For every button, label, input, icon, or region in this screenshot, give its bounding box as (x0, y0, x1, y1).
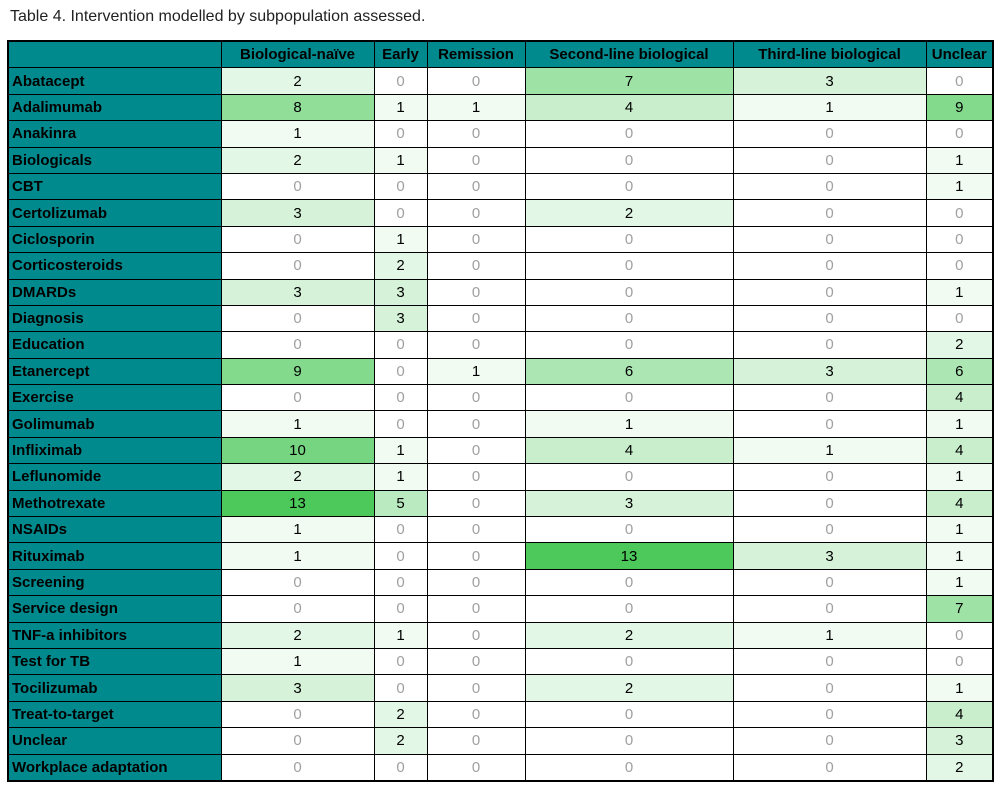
row-label: Exercise (8, 385, 221, 411)
row-label: NSAIDs (8, 517, 221, 543)
column-header: Early (374, 41, 427, 68)
table-cell: 3 (733, 543, 926, 569)
table-cell: 0 (427, 385, 525, 411)
table-cell: 0 (427, 68, 525, 94)
table-cell: 0 (427, 622, 525, 648)
intervention-table (7, 40, 994, 782)
table-row (8, 68, 993, 94)
table-cell: 2 (221, 622, 374, 648)
table-cell: 2 (221, 147, 374, 173)
table-cell: 1 (221, 543, 374, 569)
table-cell: 0 (926, 68, 993, 94)
row-label: Rituximab (8, 543, 221, 569)
row-label: Abatacept (8, 68, 221, 94)
table-row (8, 675, 993, 701)
table-cell: 0 (427, 648, 525, 674)
table-cell: 1 (374, 226, 427, 252)
table-cell: 1 (733, 437, 926, 463)
row-label: Ciclosporin (8, 226, 221, 252)
table-cell: 1 (926, 569, 993, 595)
table-cell: 0 (926, 200, 993, 226)
column-header: Remission (427, 41, 525, 68)
table-cell: 0 (427, 701, 525, 727)
table-cell: 0 (221, 253, 374, 279)
table-cell: 0 (427, 569, 525, 595)
table-cell: 1 (221, 411, 374, 437)
table-cell: 3 (374, 279, 427, 305)
table-cell: 0 (926, 648, 993, 674)
table-cell: 3 (733, 68, 926, 94)
table-cell: 0 (427, 305, 525, 331)
row-label: DMARDs (8, 279, 221, 305)
table-cell: 0 (733, 173, 926, 199)
table-cell: 0 (221, 305, 374, 331)
table-cell: 0 (525, 385, 733, 411)
table-cell: 0 (525, 728, 733, 754)
row-label: Tocilizumab (8, 675, 221, 701)
table-cell: 0 (427, 728, 525, 754)
table-cell: 0 (427, 226, 525, 252)
table-cell: 0 (525, 569, 733, 595)
table-cell: 0 (221, 226, 374, 252)
row-label: Infliximab (8, 437, 221, 463)
table-cell: 0 (733, 121, 926, 147)
table-cell: 0 (733, 596, 926, 622)
table-body (8, 68, 993, 781)
row-label: Treat-to-target (8, 701, 221, 727)
table-cell: 0 (427, 279, 525, 305)
table-cell: 0 (733, 517, 926, 543)
row-label: Golimumab (8, 411, 221, 437)
table-row (8, 517, 993, 543)
table-cell: 0 (374, 596, 427, 622)
table-cell: 1 (374, 437, 427, 463)
table-cell: 0 (733, 728, 926, 754)
table-row (8, 305, 993, 331)
table-cell: 2 (221, 68, 374, 94)
row-label: Etanercept (8, 358, 221, 384)
table-cell: 4 (926, 490, 993, 516)
table-cell: 0 (525, 253, 733, 279)
row-label: Education (8, 332, 221, 358)
table-cell: 0 (427, 543, 525, 569)
table-cell: 4 (926, 437, 993, 463)
column-header: Third-line biological (733, 41, 926, 68)
table-cell: 1 (374, 94, 427, 120)
table-cell: 1 (926, 543, 993, 569)
table-cell: 0 (733, 226, 926, 252)
table-cell: 0 (374, 68, 427, 94)
table-cell: 0 (427, 596, 525, 622)
table-cell: 0 (733, 253, 926, 279)
table-cell: 0 (427, 411, 525, 437)
table-cell: 0 (374, 754, 427, 781)
table-cell: 0 (427, 437, 525, 463)
table-cell: 1 (926, 464, 993, 490)
row-label: Methotrexate (8, 490, 221, 516)
table-cell: 2 (525, 622, 733, 648)
table-row (8, 701, 993, 727)
table-cell: 1 (374, 147, 427, 173)
table-cell: 0 (525, 701, 733, 727)
table-row (8, 147, 993, 173)
table-cell: 0 (926, 305, 993, 331)
row-label: Biologicals (8, 147, 221, 173)
table-cell: 0 (525, 305, 733, 331)
table-row (8, 385, 993, 411)
table-cell: 3 (926, 728, 993, 754)
table-cell: 3 (374, 305, 427, 331)
table-row (8, 543, 993, 569)
column-header: Biological-naïve (221, 41, 374, 68)
table-cell: 0 (374, 385, 427, 411)
table-cell: 0 (427, 517, 525, 543)
table-row (8, 226, 993, 252)
table-cell: 0 (733, 305, 926, 331)
table-row (8, 569, 993, 595)
table-cell: 0 (926, 121, 993, 147)
table-cell: 0 (525, 517, 733, 543)
table-cell: 9 (221, 358, 374, 384)
table-cell: 4 (926, 701, 993, 727)
table-cell: 1 (427, 358, 525, 384)
table-cell: 0 (926, 253, 993, 279)
table-row (8, 200, 993, 226)
table-cell: 3 (733, 358, 926, 384)
table-cell: 3 (221, 675, 374, 701)
table-cell: 2 (374, 701, 427, 727)
row-label: Test for TB (8, 648, 221, 674)
table-cell: 9 (926, 94, 993, 120)
table-cell: 0 (221, 701, 374, 727)
table-cell: 0 (221, 332, 374, 358)
table-row (8, 358, 993, 384)
table-cell: 0 (427, 490, 525, 516)
table-cell: 0 (427, 200, 525, 226)
table-cell: 0 (221, 569, 374, 595)
table-cell: 1 (221, 121, 374, 147)
table-cell: 4 (926, 385, 993, 411)
table-cell: 0 (427, 754, 525, 781)
table-row (8, 754, 993, 781)
table-cell: 4 (525, 437, 733, 463)
table-row (8, 94, 993, 120)
table-cell: 0 (525, 147, 733, 173)
table-cell: 0 (733, 569, 926, 595)
table-cell: 2 (525, 675, 733, 701)
table-cell: 0 (374, 648, 427, 674)
table-cell: 2 (525, 200, 733, 226)
table-cell: 0 (221, 596, 374, 622)
table-cell: 2 (221, 464, 374, 490)
table-row (8, 279, 993, 305)
table-cell: 0 (427, 121, 525, 147)
table-row (8, 490, 993, 516)
table-cell: 1 (926, 411, 993, 437)
table-cell: 8 (221, 94, 374, 120)
row-label: Workplace adaptation (8, 754, 221, 781)
column-header: Unclear (926, 41, 993, 68)
table-cell: 3 (221, 200, 374, 226)
row-label: CBT (8, 173, 221, 199)
table-row (8, 622, 993, 648)
table-cell: 0 (733, 200, 926, 226)
row-label: Unclear (8, 728, 221, 754)
table-cell: 0 (221, 385, 374, 411)
table-cell: 0 (733, 385, 926, 411)
table-cell: 3 (525, 490, 733, 516)
table-cell: 1 (427, 94, 525, 120)
table-row (8, 411, 993, 437)
table-cell: 5 (374, 490, 427, 516)
table-cell: 1 (926, 517, 993, 543)
header-row (8, 41, 993, 68)
table-row (8, 121, 993, 147)
table-row (8, 648, 993, 674)
table-cell: 0 (733, 701, 926, 727)
table-cell: 7 (525, 68, 733, 94)
table-cell: 0 (221, 173, 374, 199)
table-cell: 6 (926, 358, 993, 384)
table-cell: 0 (374, 517, 427, 543)
table-cell: 0 (733, 279, 926, 305)
row-label: Leflunomide (8, 464, 221, 490)
table-caption: Table 4. Intervention modelled by subpopulation assessed. (10, 8, 426, 25)
row-label: Corticosteroids (8, 253, 221, 279)
table-cell: 0 (733, 490, 926, 516)
table-cell: 1 (221, 517, 374, 543)
table-row (8, 464, 993, 490)
table-cell: 0 (374, 332, 427, 358)
table-cell: 2 (926, 754, 993, 781)
table-cell: 0 (733, 147, 926, 173)
table-cell: 1 (926, 147, 993, 173)
table-cell: 4 (525, 94, 733, 120)
row-label: Anakinra (8, 121, 221, 147)
corner-cell (8, 41, 221, 68)
table-cell: 0 (374, 358, 427, 384)
table-cell: 0 (374, 173, 427, 199)
table-cell: 0 (525, 173, 733, 199)
table-cell: 1 (733, 622, 926, 648)
table-cell: 0 (525, 226, 733, 252)
table-cell: 0 (733, 411, 926, 437)
table-cell: 1 (926, 675, 993, 701)
table-row (8, 437, 993, 463)
table-row (8, 596, 993, 622)
table-row (8, 253, 993, 279)
table-cell: 1 (525, 411, 733, 437)
table-cell: 0 (525, 464, 733, 490)
table-cell: 0 (525, 279, 733, 305)
table-cell: 0 (374, 675, 427, 701)
table-cell: 13 (221, 490, 374, 516)
table-cell: 0 (427, 147, 525, 173)
row-label: Diagnosis (8, 305, 221, 331)
row-label: Service design (8, 596, 221, 622)
table-cell: 0 (525, 648, 733, 674)
table-cell: 2 (374, 253, 427, 279)
row-label: Adalimumab (8, 94, 221, 120)
row-label: Certolizumab (8, 200, 221, 226)
table-cell: 0 (525, 754, 733, 781)
table-cell: 1 (374, 464, 427, 490)
table-cell: 0 (374, 200, 427, 226)
table-cell: 0 (926, 622, 993, 648)
row-label: Screening (8, 569, 221, 595)
table-cell: 0 (733, 464, 926, 490)
table-cell: 2 (926, 332, 993, 358)
table-cell: 13 (525, 543, 733, 569)
table-row (8, 332, 993, 358)
table-cell: 0 (374, 411, 427, 437)
table-cell: 0 (427, 253, 525, 279)
table-cell: 0 (926, 226, 993, 252)
table-cell: 0 (525, 121, 733, 147)
table-cell: 0 (427, 464, 525, 490)
table-cell: 0 (525, 596, 733, 622)
table-cell: 1 (926, 173, 993, 199)
table-cell: 0 (733, 332, 926, 358)
table-cell: 6 (525, 358, 733, 384)
table-row (8, 728, 993, 754)
table-cell: 10 (221, 437, 374, 463)
table-cell: 0 (374, 121, 427, 147)
table-cell: 0 (221, 728, 374, 754)
table-cell: 0 (525, 332, 733, 358)
table-cell: 7 (926, 596, 993, 622)
column-header: Second-line biological (525, 41, 733, 68)
table-cell: 0 (733, 754, 926, 781)
table-cell: 1 (374, 622, 427, 648)
table-cell: 0 (374, 569, 427, 595)
row-label: TNF-a inhibitors (8, 622, 221, 648)
table-cell: 1 (733, 94, 926, 120)
table-cell: 0 (733, 648, 926, 674)
table-cell: 3 (221, 279, 374, 305)
table-cell: 0 (374, 543, 427, 569)
table-cell: 0 (427, 332, 525, 358)
table-cell: 0 (221, 754, 374, 781)
table-cell: 0 (733, 675, 926, 701)
table-cell: 1 (926, 279, 993, 305)
table-cell: 0 (427, 675, 525, 701)
table-cell: 0 (427, 173, 525, 199)
table-cell: 1 (221, 648, 374, 674)
table-row (8, 173, 993, 199)
table-cell: 2 (374, 728, 427, 754)
